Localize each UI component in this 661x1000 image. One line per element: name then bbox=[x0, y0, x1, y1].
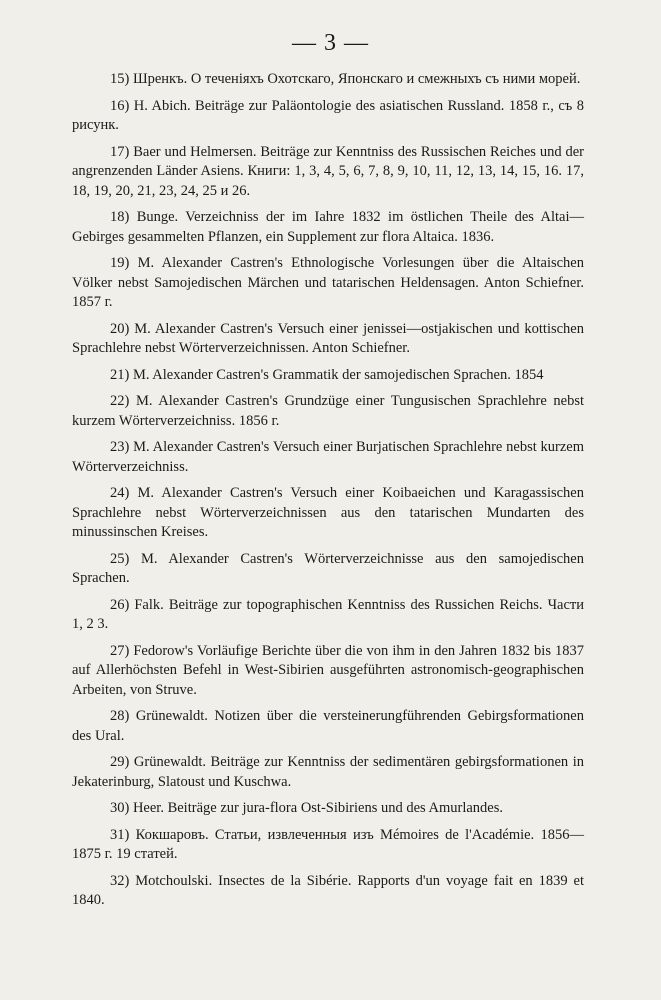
bibliography-entry: 26) Falk. Beiträge zur topographischen Kenntniss des Russichen Reichs. Части 1, 2 3. bbox=[72, 596, 584, 632]
page-number: — 3 — bbox=[292, 30, 369, 56]
bibliography-entry: 21) M. Alexander Castren's Grammatik der samojedischen Sprachen. 1854 bbox=[110, 366, 544, 383]
bibliography-entry: 17) Baer und Helmersen. Beiträge zur Kenntniss des Russischen Reiches und der angrenzenden Länder Asiens. Книги: 1, 3, 4, 5, 6, 7, 8, 9, 10, 11, 12, 13, 14, 15, 16. 17, 18, 19, 20, 21, 23, 24, 25 и 26. bbox=[72, 143, 584, 199]
bibliography-entry: 32) Motchoulski. Insectes de la Sibérie. Rapports d'un voyage fait en 1839 et 1840. bbox=[72, 872, 584, 908]
bibliography-entry: 28) Grünewaldt. Notizen über die versteinerungführenden Gebirgsformationen des Ural. bbox=[72, 708, 584, 744]
bibliography-entry: 16) H. Abich. Beiträge zur Paläontologie des asiatischen Russland. 1858 г., съ 8 рисунк. bbox=[72, 97, 584, 133]
bibliography-entry: 29) Grünewaldt. Beiträge zur Kenntniss der sedimentären gebirgsformationen in Jekaterinburg, Slatoust und Kuschwa. bbox=[72, 754, 584, 790]
bibliography-entry: 19) M. Alexander Castren's Ethnologische Vorlesungen über die Altaischen Völker nebst Samojedischen Märchen und tatarischen Heldensagen. Anton Schiefner. 1857 г. bbox=[72, 255, 584, 310]
bibliography-entry: 22) M. Alexander Castren's Grundzüge einer Tungusischen Sprachlehre nebst kurzem Wörterverzeichniss. 1856 г. bbox=[72, 393, 584, 429]
bibliography-entry: 18) Bunge. Verzeichniss der im Iahre 1832 im östlichen Theile des Altai—Gebirges gesammelten Pflanzen, ein Supplement zur flora Altaica. 1836. bbox=[72, 209, 584, 245]
bibliography-entry: 23) M. Alexander Castren's Versuch einer Burjatischen Sprachlehre nebst kurzem Wörterverzeichniss. bbox=[72, 439, 584, 475]
bibliography-entry: 15) Шренкъ. О теченіяхъ Охотскаго, Японскаго и смежныхъ съ ними морей. bbox=[110, 71, 581, 87]
bibliography-entry: 25) M. Alexander Castren's Wörterverzeichnisse aus den samojedischen Sprachen. bbox=[72, 550, 584, 586]
bibliography-entry: 24) M. Alexander Castren's Versuch einer Koibaeichen und Karagassischen Sprachlehre nebst Wörterverzeichnissen aus den tatarischen Mundarten des minussinschen Kreises. bbox=[72, 485, 584, 540]
bibliography-entry: 30) Heer. Beiträge zur jura-flora Ost-Sibiriens und des Amurlandes. bbox=[110, 800, 504, 816]
bibliography-list bbox=[72, 70, 584, 918]
bibliography-entry: 27) Fedorow's Vorläufige Berichte über die von ihm in den Jahren 1832 bis 1837 auf Allerhöchsten Befehl in West-Sibirien ausgeführten astronomisch-geographischen Arbeiten, von Struve. bbox=[72, 642, 584, 698]
bibliography-entry: 31) Кокшаровъ. Статьи, извлеченныя изъ Mémoires de l'Académie. 1856—1875 г. 19 статей. bbox=[72, 826, 584, 862]
bibliography-entry: 20) M. Alexander Castren's Versuch einer jenissei—ostjakischen und kottischen Sprachlehre nebst Wörterverzeichnissen. Anton Schiefner. bbox=[72, 320, 584, 356]
